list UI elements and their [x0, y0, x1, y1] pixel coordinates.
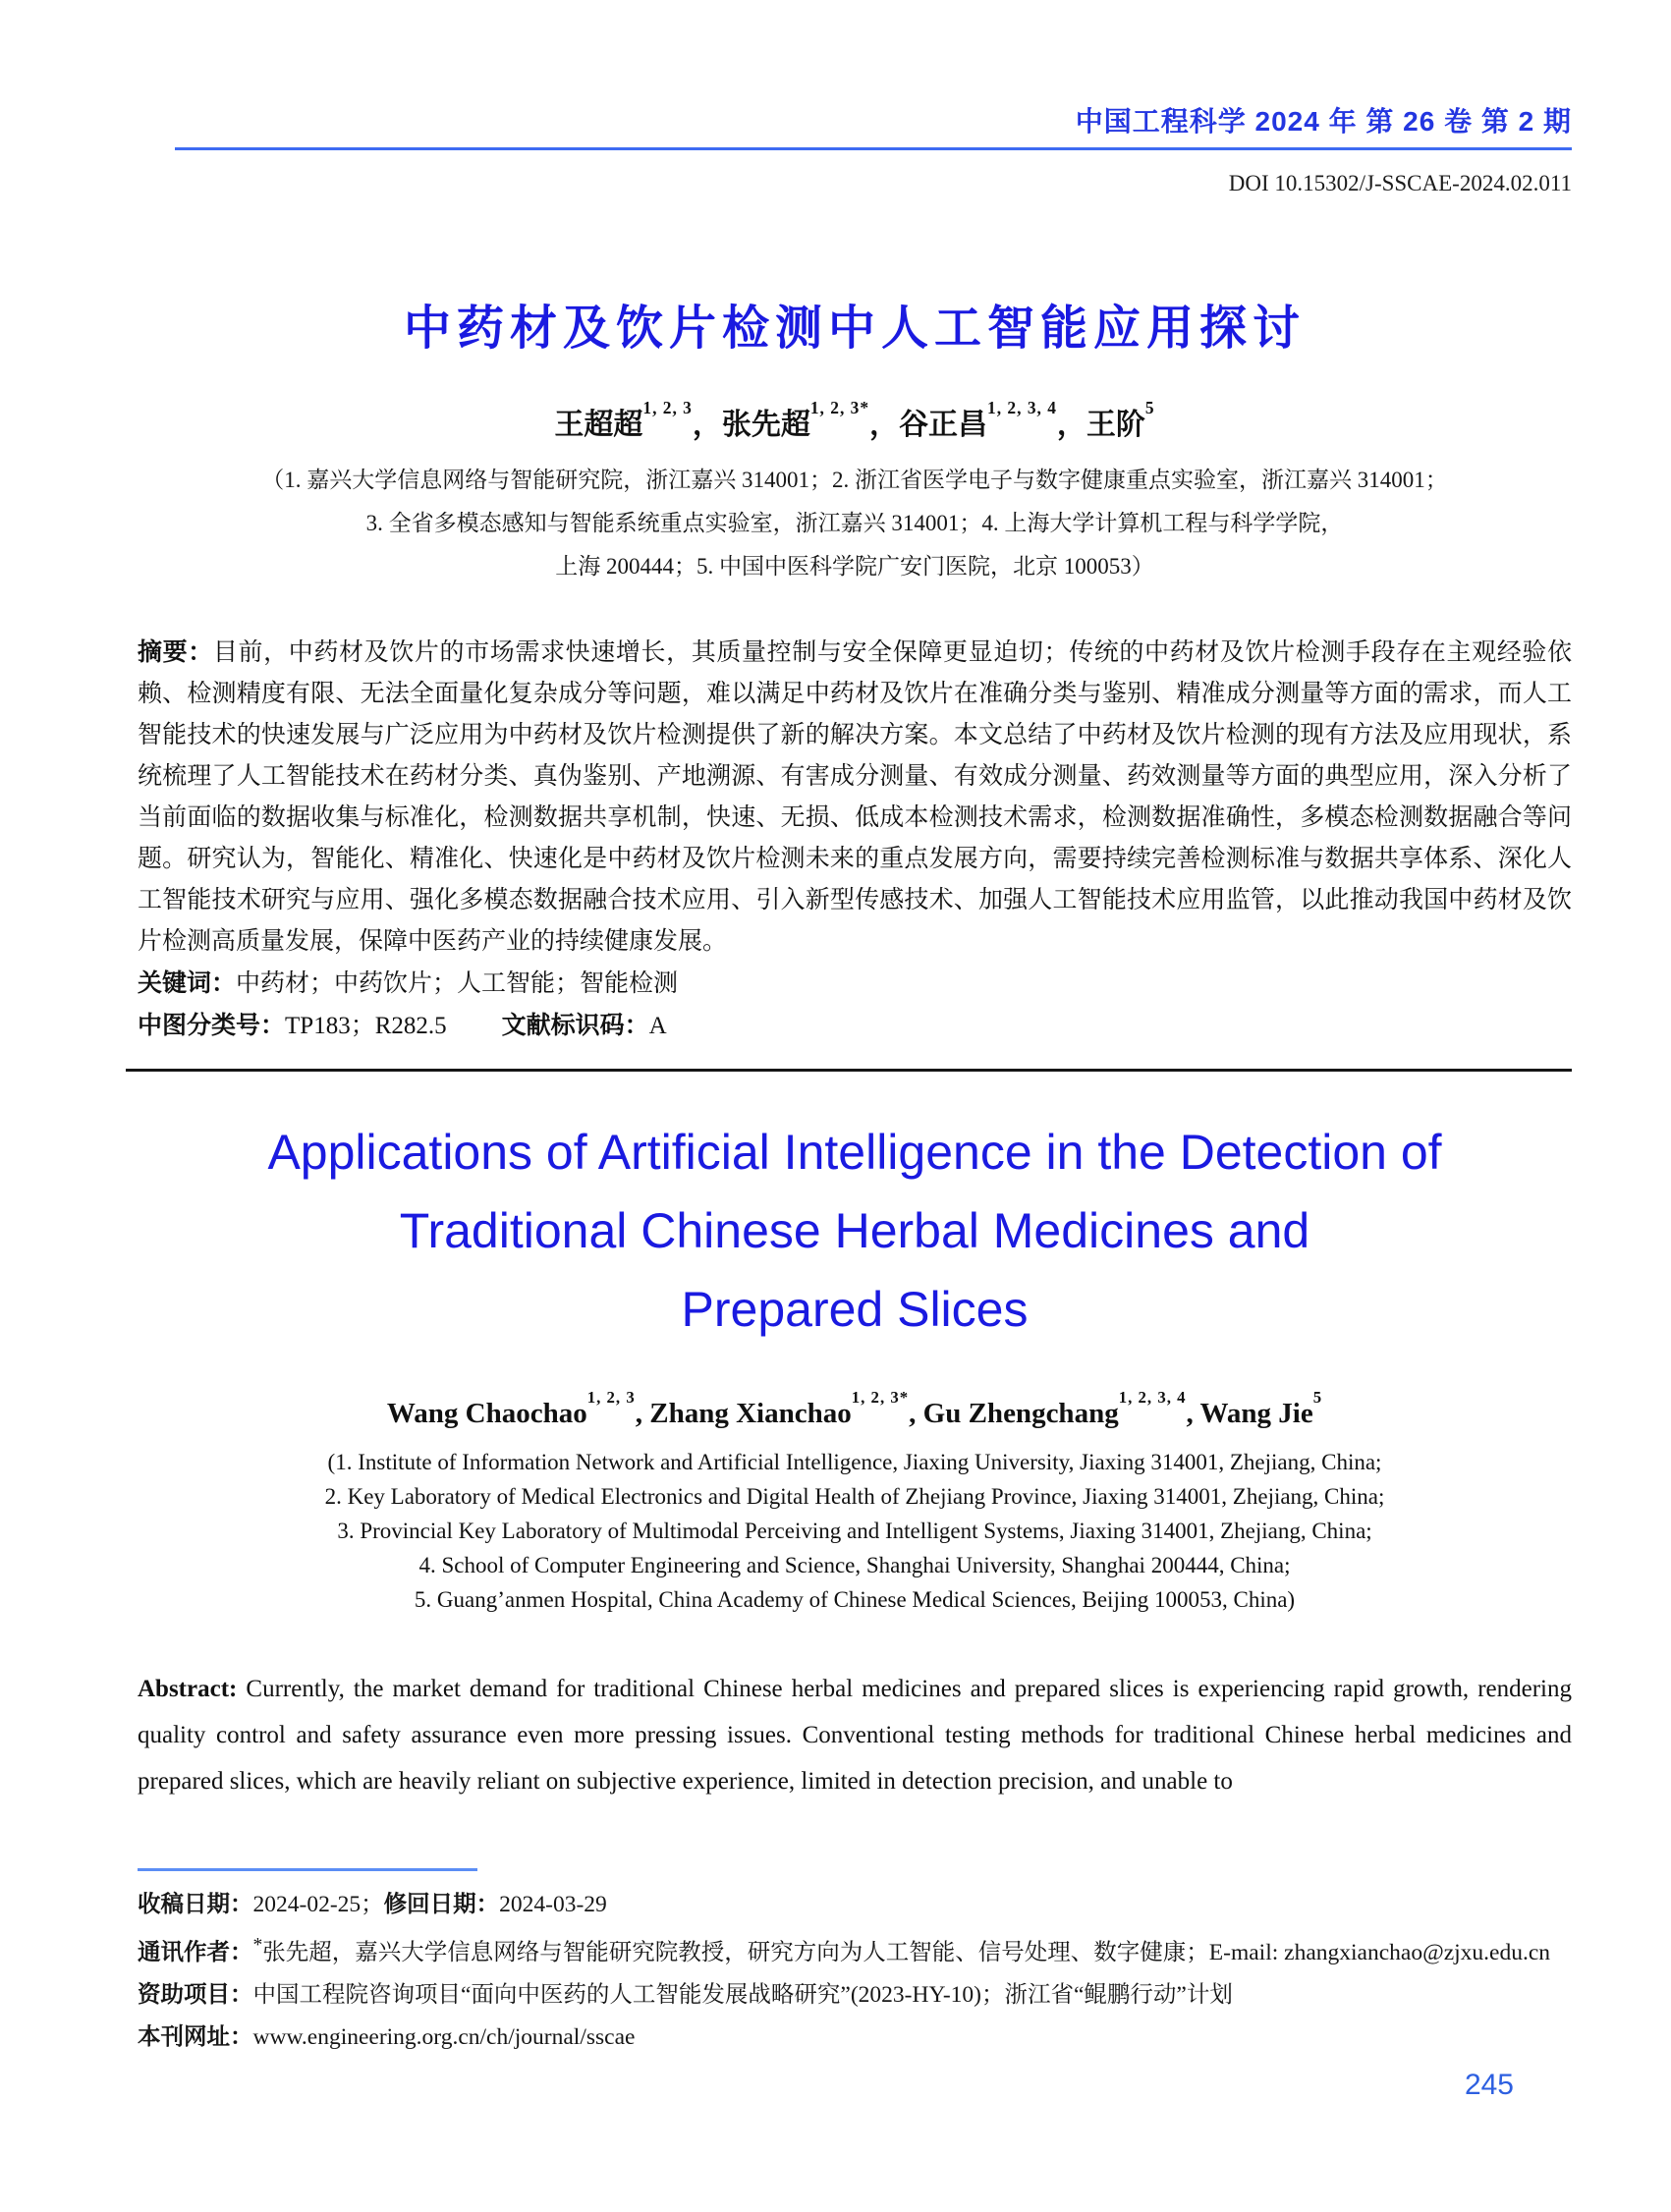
abstract-label-en: Abstract: [138, 1676, 238, 1703]
author-affil-sup: 1, 2, 3, 4 [1118, 1388, 1187, 1408]
author-en: Wang Chaochao$^{1, 2, 3}$, [386, 1388, 650, 1430]
affiliation-line: 2. Key Laboratory of Medical Electronics and Digital Health of Zhejiang Province, Jiaxing 314001, Zhejiang, China; [324, 1484, 1385, 1510]
doc-code-label: 文献标识码： [501, 1012, 649, 1039]
author-en: Zhang Xianchao$^{1, 2, 3*}$, [649, 1388, 923, 1430]
keywords-text: 中药材；中药饮片；人工智能；智能检测 [236, 970, 679, 997]
footnote-corresponding [138, 1925, 1572, 1973]
keywords-label: 关键词： [138, 969, 237, 997]
author-cn: 王超超$^{1, 2, 3}$， [554, 398, 722, 441]
author-affil-sup: 1, 2, 3* [851, 1388, 910, 1408]
affiliation-line: 4. School of Computer Engineering and Science, Shanghai University, Shanghai 200444, China; [418, 1553, 1291, 1578]
author-affil-sup: 1, 2, 3, 4 [987, 398, 1057, 418]
affiliation-line: 上海 200444；5. 中国中医科学院广安门医院，北京 100053） [555, 554, 1154, 579]
affiliation-line: （1. 嘉兴大学信息网络与智能研究院，浙江嘉兴 314001；2. 浙江省医学电子与数字健康重点实验室，浙江嘉兴 314001； [261, 468, 1448, 492]
affiliation-line: 3. 全省多模态感知与智能系统重点实验室，浙江嘉兴 314001；4. 上海大学计算机工程与科学学院， [365, 511, 1344, 535]
clc-value: TP183；R282.5 [285, 1013, 447, 1039]
received-date: 2024-02-25； [252, 1892, 384, 1917]
author-affil-sup: 1, 2, 3* [809, 398, 870, 418]
revised-date: 2024-03-29 [499, 1892, 607, 1917]
abstract-label-cn: 摘要： [138, 638, 213, 666]
header-rule [175, 147, 1572, 150]
classification-line [138, 1005, 1572, 1047]
corresponding-label: 通讯作者： [138, 1938, 253, 1964]
author-cn: 王阶$^5$ [1086, 398, 1155, 441]
abstract-en [138, 1666, 1572, 1804]
title-en-line: Traditional Chinese Herbal Medicines and [399, 1203, 1310, 1258]
footnotes-section [138, 1868, 1572, 2058]
corresponding-text: 张先超，嘉兴大学信息网络与智能研究院教授，研究方向为人工智能、信号处理、数字健康；E-mail: zhangxianchao@zjxu.edu.cn [262, 1939, 1551, 1965]
funding-text: 中国工程院咨询项目“面向中医药的人工智能发展战略研究”(2023-HY-10)；浙江省“鲲鹏行动”计划 [252, 1981, 1233, 2008]
website-label: 本刊网址： [138, 2022, 253, 2049]
abstract-cn [138, 632, 1572, 963]
doi: DOI 10.15302/J-SSCAE-2024.02.011 [1228, 171, 1572, 195]
affiliation-line: 5. Guang’anmen Hospital, China Academy of Chinese Medical Sciences, Beijing 100053, China) [414, 1587, 1296, 1613]
abstract-section-cn [138, 632, 1572, 1047]
clc-label: 中图分类号： [138, 1012, 286, 1039]
revised-date-label: 修回日期： [383, 1891, 500, 1916]
article-title-en [138, 1113, 1572, 1349]
authors-en [138, 1390, 1572, 1432]
author-en: Wang Jie$^5$ [1199, 1388, 1323, 1430]
author-cn: 谷正昌$^{1, 2, 3, 4}$， [899, 398, 1086, 441]
website-url: www.engineering.org.cn/ch/journal/sscae [252, 2023, 636, 2050]
author-en: Gu Zhengchang$^{1, 2, 3, 4}$, [922, 1388, 1200, 1430]
footnote-rule [138, 1868, 477, 1871]
title-en-line: Prepared Slices [681, 1282, 1029, 1337]
footnote-funding [138, 1973, 1572, 2016]
author-cn: 张先超$^{1, 2, 3*}$， [721, 398, 900, 441]
footnote-website [138, 2016, 1572, 2058]
author-affil-sup: 5 [1144, 398, 1155, 418]
doc-code-value: A [648, 1013, 667, 1039]
page-number: 245 [1464, 2069, 1514, 2101]
article-title-cn: 中药材及饮片检测中人工智能应用探讨 [403, 303, 1306, 355]
funding-label: 资助项目： [138, 1980, 253, 2007]
corresponding-star: * [252, 1935, 263, 1956]
abstract-text-en: Currently, the market demand for traditional Chinese herbal medicines and prepared slices is experiencing rapid growth, rendering quality control and safety assurance even more pressing issues. Conventional testing methods for traditional Chinese herbal medicines and prepared slices, which are heavily reliant on subjective experience, limited in detection precision, and unable to [138, 1676, 1572, 1796]
footnote-dates [138, 1883, 1572, 1925]
title-en-line: Applications of Artificial Intelligence in the Detection of [267, 1125, 1442, 1180]
received-date-label: 收稿日期： [138, 1891, 253, 1916]
journal-issue-line: 中国工程科学 2024 年 第 26 卷 第 2 期 [1075, 106, 1572, 137]
abstract-text-cn: 目前，中药材及饮片的市场需求快速增长，其质量控制与安全保障更显迫切；传统的中药材及饮片检测手段存在主观经验依赖、检测精度有限、无法全面量化复杂成分等问题，难以满足中药材及饮片在准确分类与鉴别、精准成分测量等方面的需求，而人工智能技术的快速发展与广泛应用为中药材及饮片检测提供了新的解决方案。本文总结了中药材及饮片检测的现有方法及应用现状，系统梳理了人工智能技术在药材分类、真伪鉴别、产地溯源、有害成分测量、有效成分测量、药效测量等方面的典型应用，深入分析了当前面临的数据收集与标准化，检测数据共享机制，快速、无损、低成本检测技术需求，检测数据准确性，多模态检测数据融合等问题。研究认为，智能化、精准化、快速化是中药材及饮片检测未来的重点发展方向，需要持续完善检测标准与数据共享体系、深化人工智能技术研究与应用、强化多模态数据融合技术应用、引入新型传感技术、加强人工智能技术应用监管，以此推动我国中药材及饮片检测高质量发展，保障中医药产业的持续健康发展。 [138, 639, 1572, 955]
author-affil-sup: 5 [1312, 1388, 1323, 1408]
affiliation-line: (1. Institute of Information Network and Artificial Intelligence, Jiaxing University, Jiaxing 314001, Zhejiang, China; [327, 1450, 1382, 1475]
keywords-cn [138, 963, 1572, 1005]
affiliations-en [138, 1445, 1572, 1617]
author-affil-sup: 1, 2, 3 [586, 1388, 636, 1408]
author-affil-sup: 1, 2, 3 [642, 398, 693, 418]
authors-cn [138, 400, 1572, 443]
affiliations-cn [138, 459, 1572, 588]
section-divider-rule [126, 1069, 1572, 1072]
affiliation-line: 3. Provincial Key Laboratory of Multimodal Perceiving and Intelligent Systems, Jiaxing 314001, Zhejiang, China; [337, 1519, 1372, 1544]
page-header [138, 0, 1572, 197]
